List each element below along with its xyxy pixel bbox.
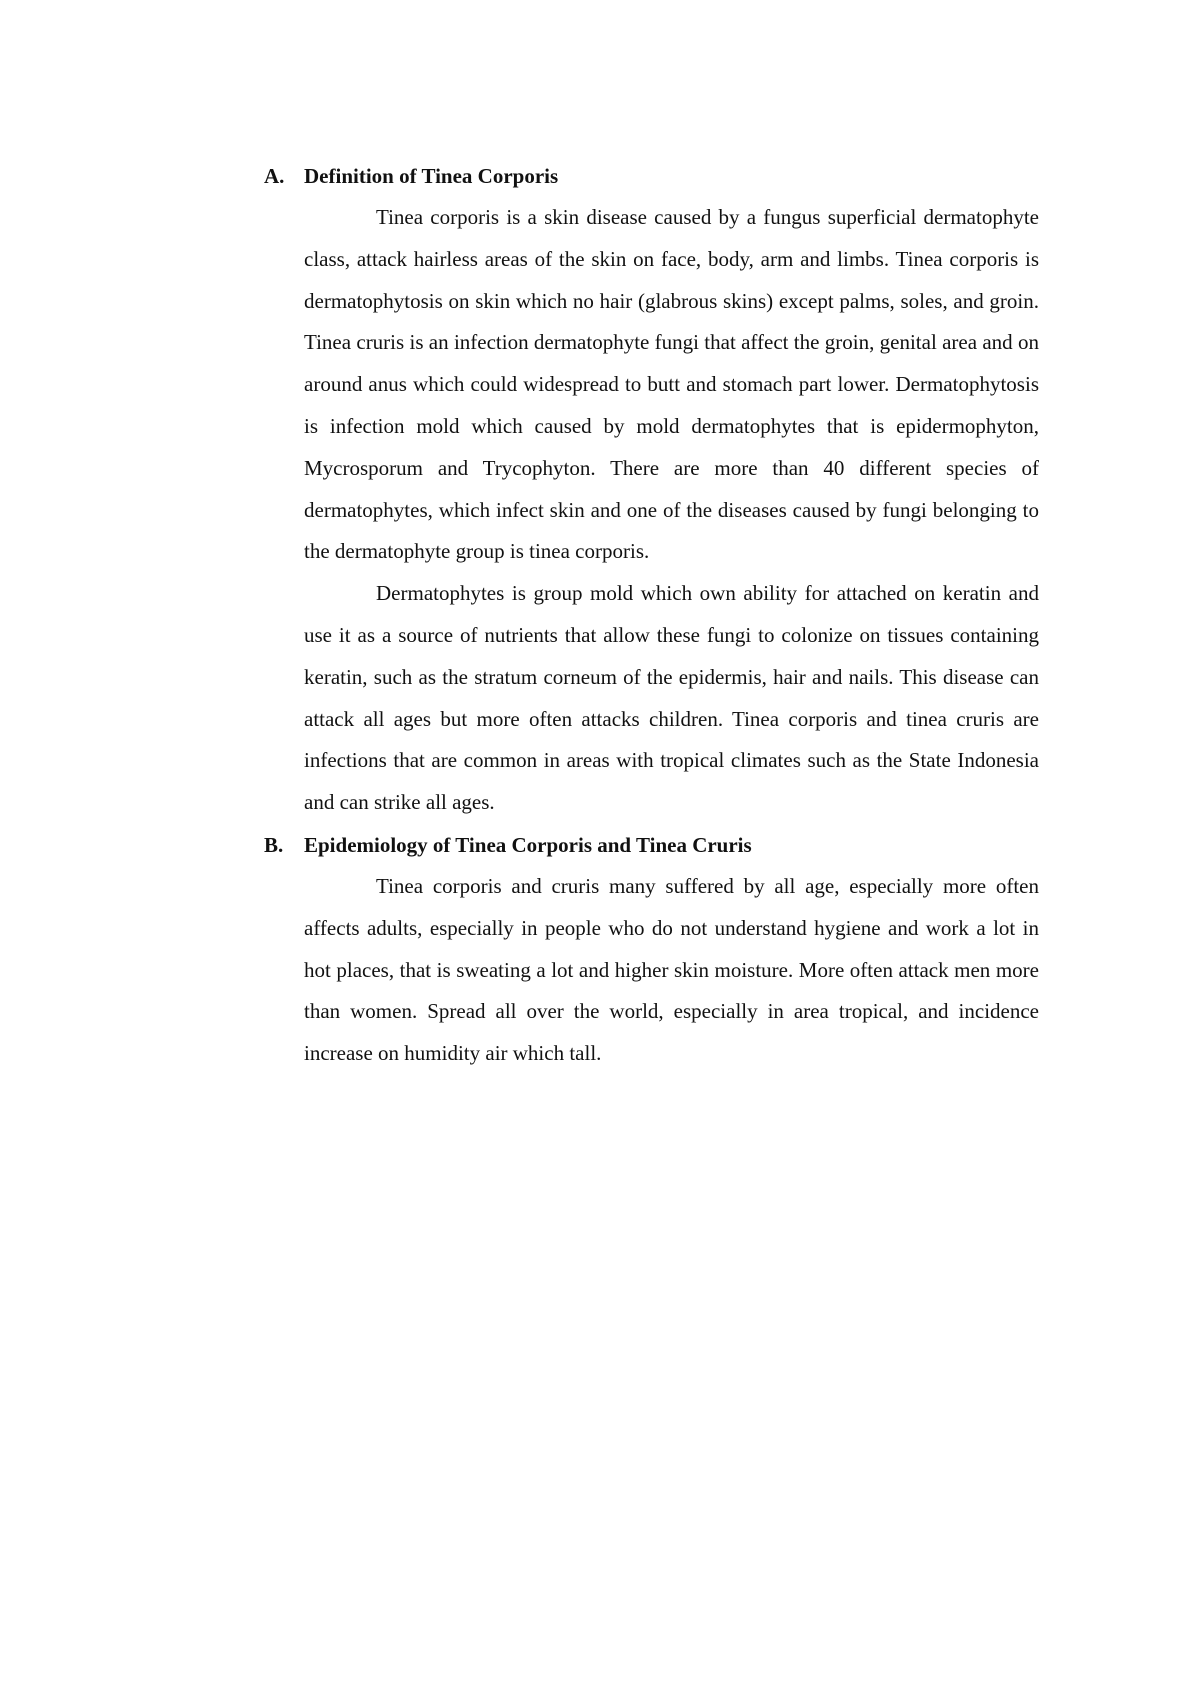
section-title: Definition of Tinea Corporis [304,164,559,188]
section-definition [264,155,1039,824]
section-title: Epidemiology of Tinea Corporis and Tinea Cruris [304,832,752,857]
paragraph: Tinea corporis is a skin disease caused by a fungus superficial dermatophyte class, attack hairless areas of the skin on face, body, arm and limbs. Tinea corporis is dermatophytosis on skin which no hair (glabrous skins) except palms, soles, and groin. Tinea cruris is an infection dermatophyte fungi that affect the groin, genital area and on around anus which could widespread to butt and stomach part lower. Dermatophytosis is infection mold which caused by mold dermatophytes that is epidermophyton, Mycrosporum and Trycophyton. There are more than 40 different species of dermatophytes, which infect skin and one of the diseases caused by fungi belonging to the dermatophyte group is tinea corporis. [304,205,1039,564]
section-body [304,866,1039,1075]
section-letter: B. [264,832,284,857]
paragraph: Dermatophytes is group mold which own ability for attached on keratin and use it as a source of nutrients that allow these fungi to colonize on tissues containing keratin, such as the stratum corneum of the epidermis, hair and nails. This disease can attack all ages but more often attacks children. Tinea corporis and tinea cruris are infections that are common in areas with tropical climates such as the State Indonesia and can strike all ages. [304,581,1039,815]
section-heading-epidemiology [264,824,1039,866]
paragraph: Tinea corporis and cruris many suffered by all age, especially more often affects adults, especially in people who do not understand hygiene and work a lot in hot places, that is sweating a lot and higher skin moisture. More often attack men more than women. Spread all over the world, especially in area tropical, and incidence increase on humidity air which tall. [304,873,1039,1066]
section-letter: A. [264,164,285,188]
document-content [264,155,1039,1075]
section-epidemiology [264,824,1039,1075]
section-heading-definition [264,155,1039,197]
section-body [304,197,1039,824]
